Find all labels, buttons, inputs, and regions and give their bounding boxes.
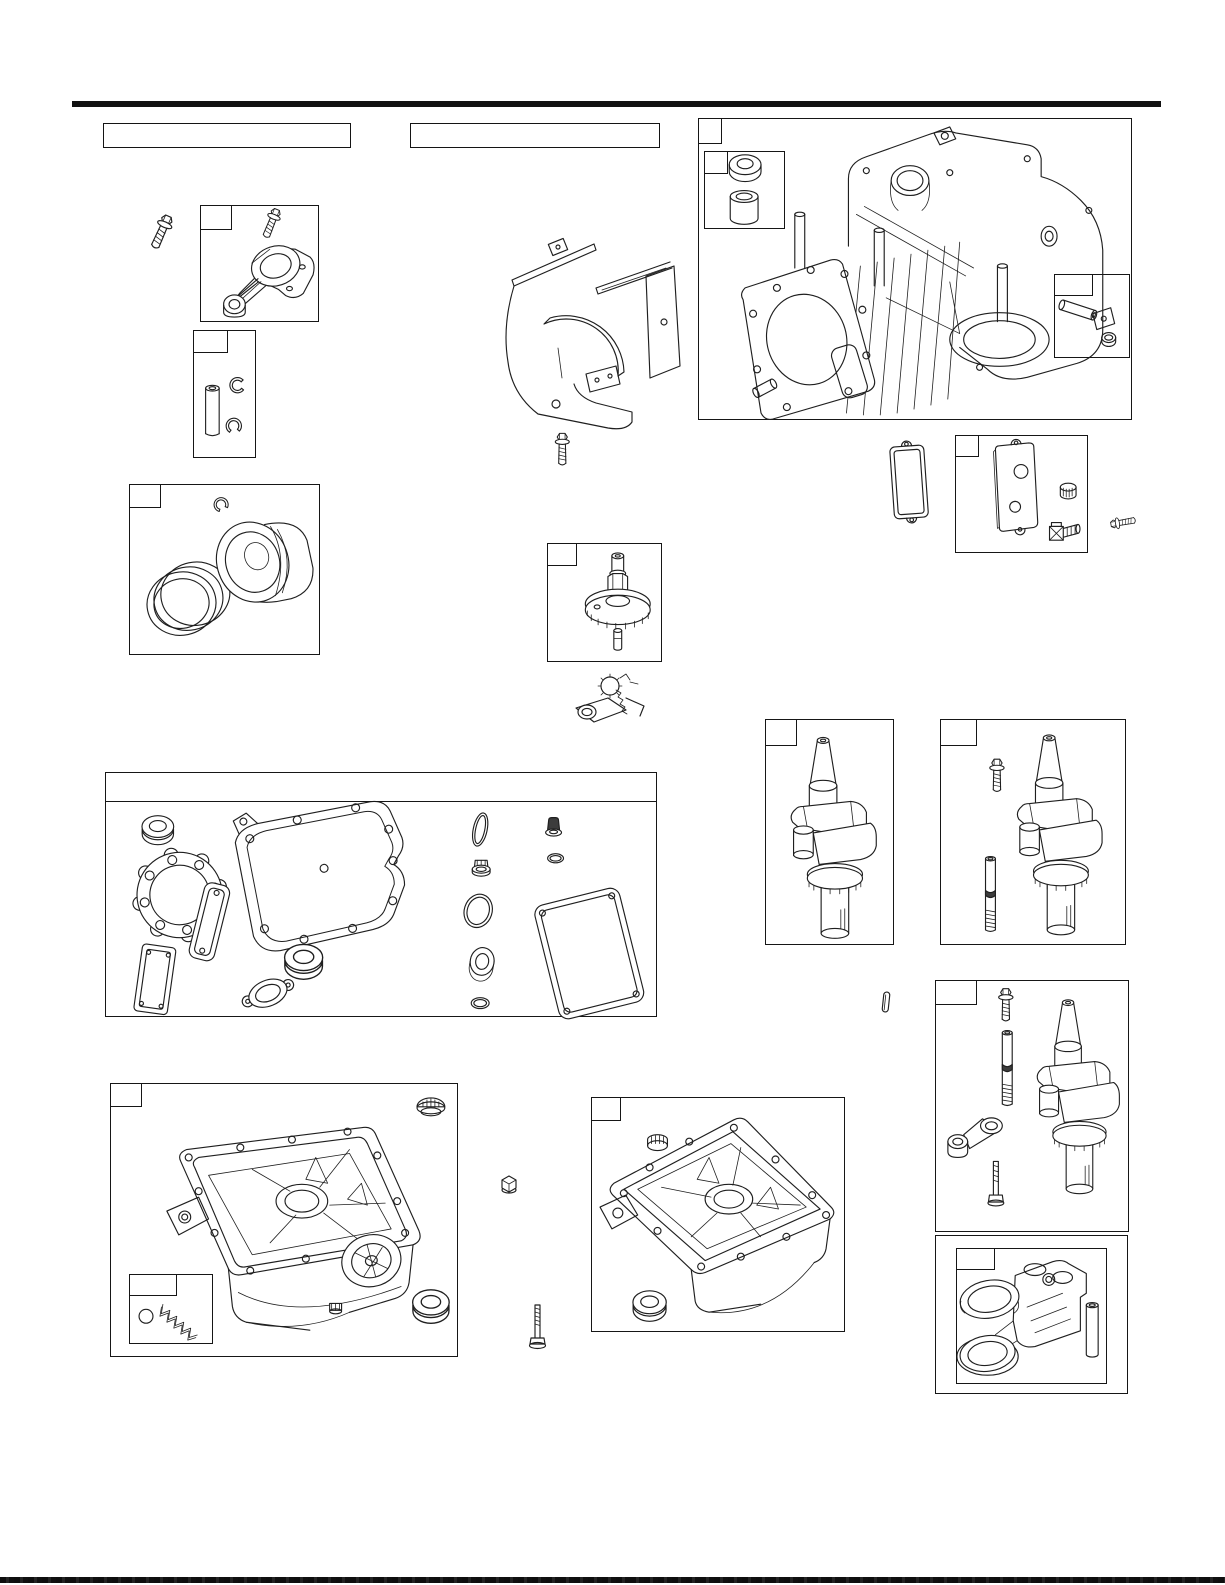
crankshaft-frame-a — [765, 719, 894, 945]
governor-illustration — [570, 668, 654, 732]
sump-valve-kit-frame — [129, 1274, 213, 1344]
crankshaft-a-illustration — [766, 720, 893, 944]
connecting-rod-frame — [200, 205, 319, 322]
callout-text — [592, 1098, 620, 1102]
callout-text — [548, 544, 576, 548]
crankshaft-key-illustration — [879, 990, 893, 1016]
camshaft-frame — [547, 543, 662, 662]
callout-label-box — [936, 981, 977, 1005]
callout-label-box — [548, 544, 577, 566]
bushing-kit-frame — [704, 151, 785, 229]
breather-screw-illustration — [1106, 512, 1136, 538]
callout-label-box — [699, 119, 722, 144]
callout-text — [1055, 275, 1092, 279]
callout-text — [201, 206, 231, 210]
piston-pin-frame — [193, 330, 256, 458]
callout-label-box — [1055, 275, 1093, 296]
callout-text — [699, 119, 721, 123]
oil-sump-frame — [110, 1083, 458, 1357]
bearing-support-frame — [956, 1248, 1107, 1384]
crankshaft-b-illustration — [941, 720, 1125, 944]
rod-bolt-illustration — [148, 206, 196, 268]
air-baffle-illustration — [498, 228, 683, 428]
gasket-set-frame — [105, 772, 657, 1017]
crankshaft-frame-c — [935, 980, 1129, 1232]
piston-frame — [129, 484, 320, 655]
crankshaft-frame-b — [940, 719, 1126, 945]
callout-text — [957, 1249, 994, 1253]
crankcase-cover-frame — [591, 1097, 845, 1332]
callout-text — [130, 485, 160, 489]
gasket-set-header-text — [106, 773, 656, 785]
header-label-box-right — [410, 123, 660, 148]
header-rule — [72, 101, 1161, 107]
callout-text — [766, 720, 796, 724]
callout-text — [936, 981, 976, 985]
callout-label-box — [111, 1084, 142, 1107]
callout-text — [194, 331, 227, 335]
header-label-right-text — [411, 124, 659, 128]
baffle-screw-illustration — [551, 431, 575, 471]
callout-label-box — [705, 152, 728, 174]
crankshaft-c-illustration — [936, 981, 1128, 1231]
callout-text — [941, 720, 976, 724]
oil-fill-cap — [417, 1098, 445, 1116]
callout-text — [705, 152, 727, 156]
scan-noise-strip — [0, 1577, 1225, 1583]
callout-label-box — [592, 1098, 621, 1121]
bearing-support-outer-frame — [935, 1235, 1128, 1394]
callout-label-box — [130, 485, 161, 508]
header-label-box-left — [103, 123, 351, 148]
callout-label-box — [941, 720, 977, 746]
breather-frame — [955, 435, 1088, 553]
callout-label-box — [201, 206, 232, 230]
dowel-kit-frame — [1054, 274, 1130, 358]
callout-text — [956, 436, 978, 440]
crankcase-cover-illustration — [592, 1098, 844, 1331]
callout-label-box — [130, 1275, 177, 1296]
callout-label-box — [766, 720, 797, 746]
cylinder-frame — [698, 118, 1132, 420]
callout-text — [111, 1084, 141, 1088]
callout-label-box — [957, 1249, 995, 1270]
long-bolt-illustration — [528, 1302, 550, 1352]
callout-label-box — [956, 436, 979, 457]
gasket-set-header — [106, 773, 656, 802]
hex-plug-illustration — [499, 1174, 519, 1198]
breather-gasket-illustration — [886, 438, 932, 524]
header-label-left-text — [104, 124, 350, 128]
gasket-set-illustration — [106, 773, 656, 1016]
piston-illustration — [130, 485, 319, 654]
callout-label-box — [194, 331, 228, 353]
callout-text — [130, 1275, 176, 1279]
